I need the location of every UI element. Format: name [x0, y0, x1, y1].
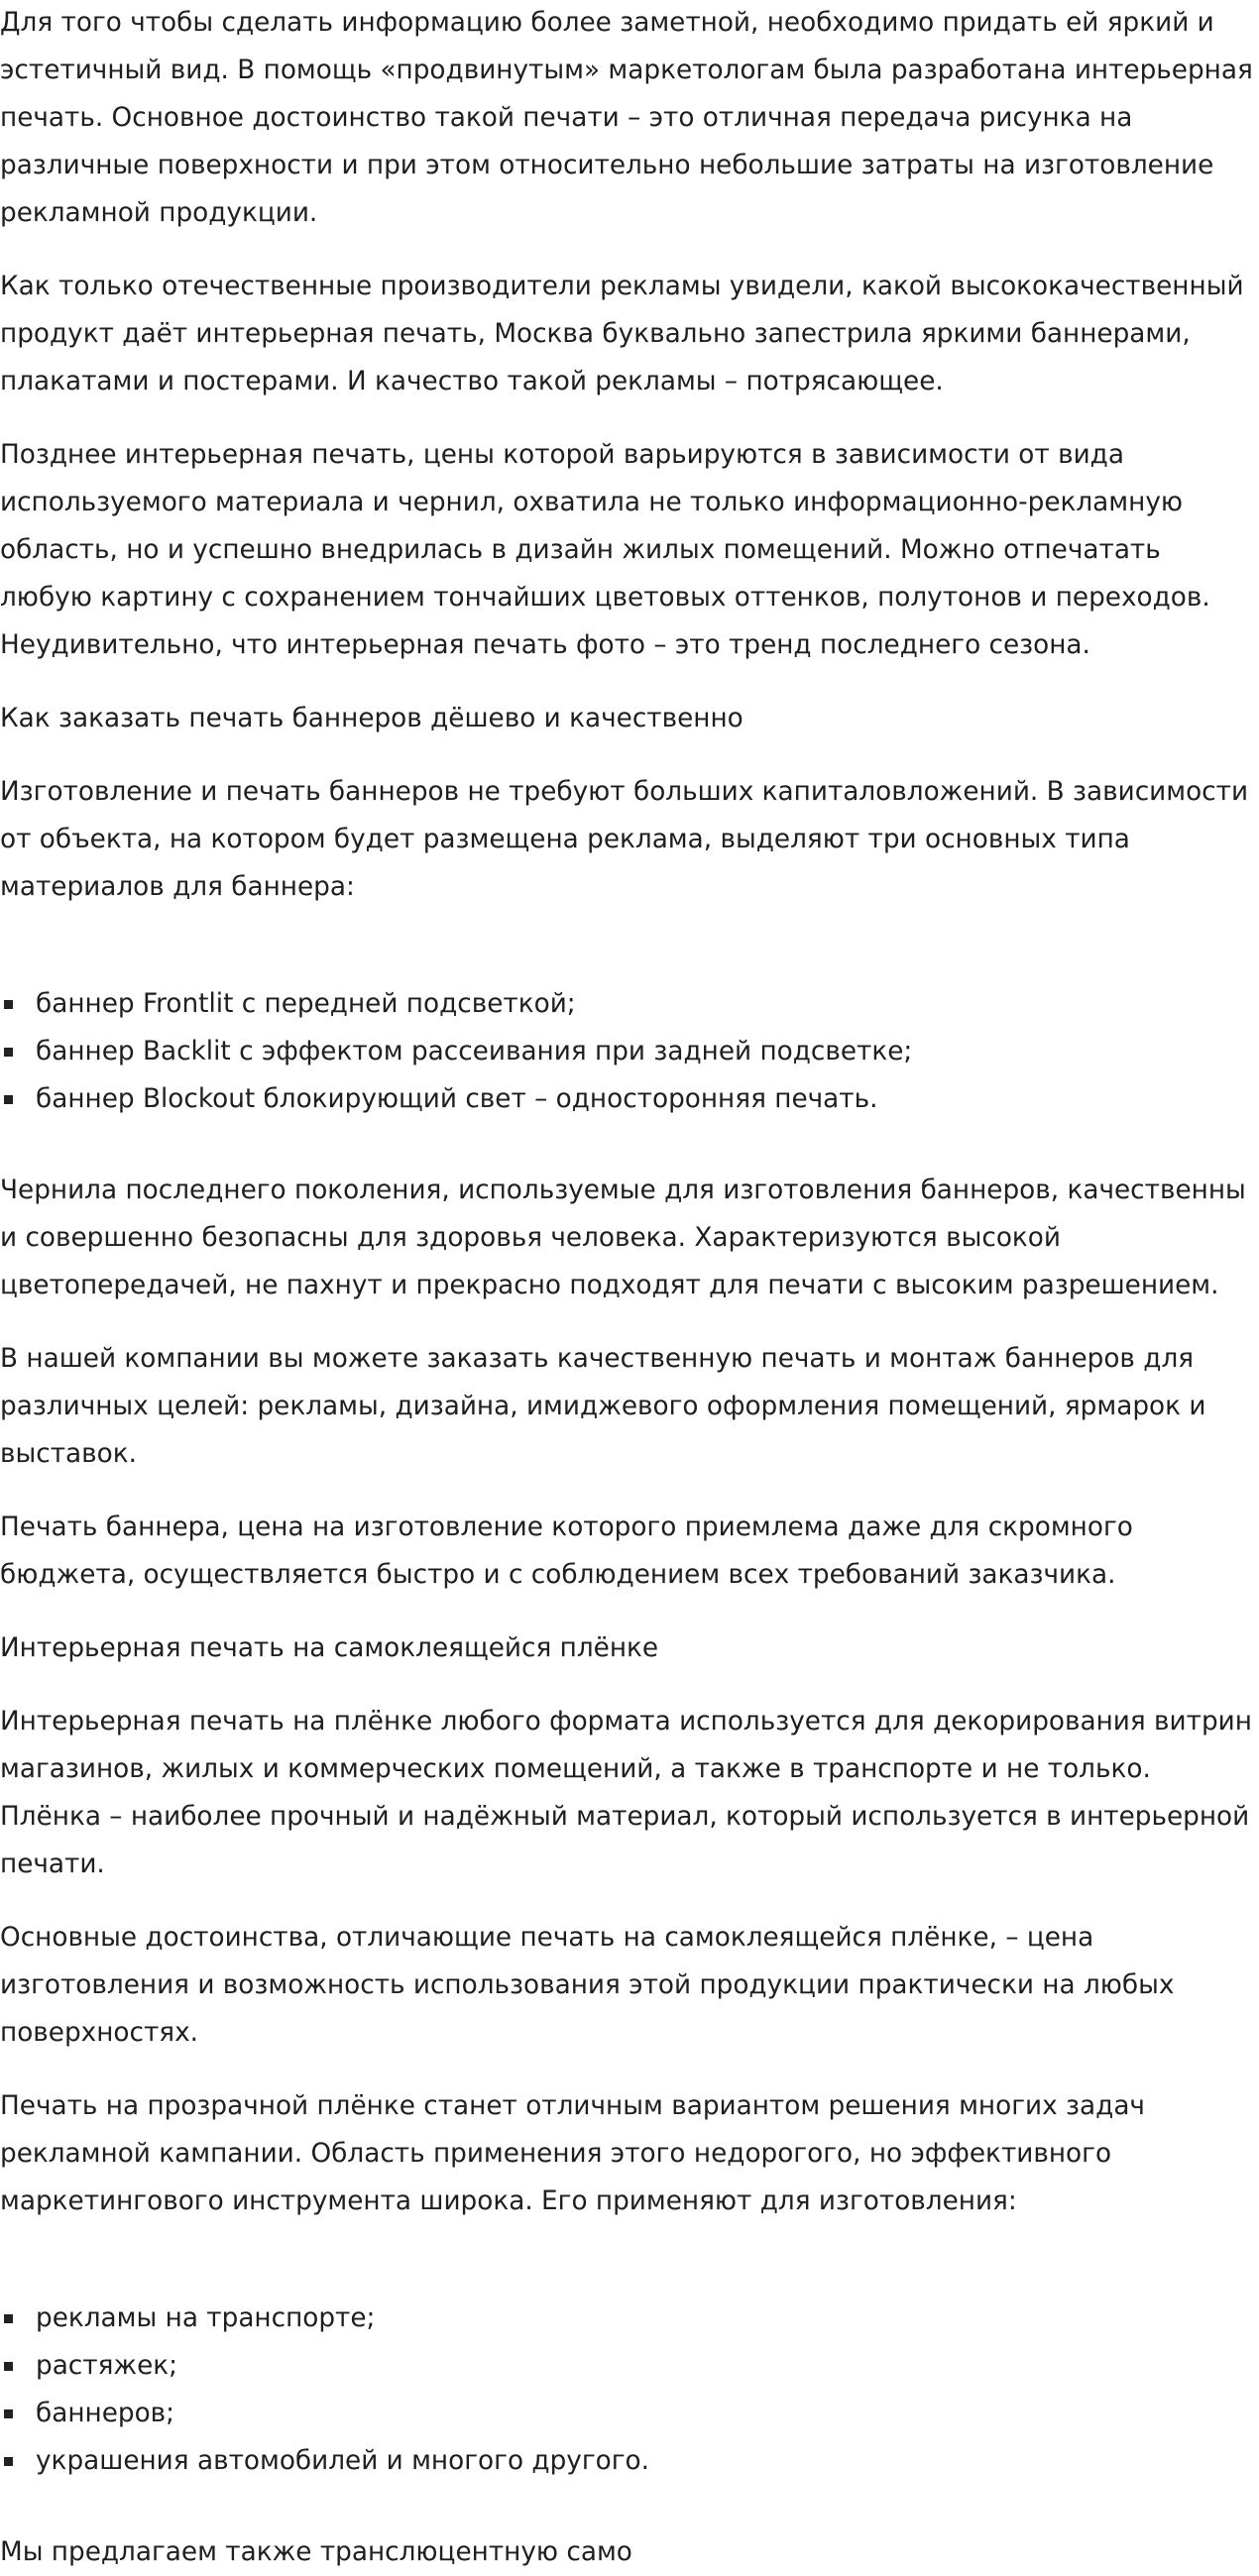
list-item: баннер Blockout блокирующий свет – односторонняя печать.: [0, 1075, 1259, 1123]
subheading-self-adhesive-film: Интерьерная печать на самоклеящейся плёнке: [0, 1633, 659, 1663]
paragraph-film-usage: Интерьерная печать на плёнке любого формата используется для декорирования витрин магазинов, жилых и коммерческих помещений, а также в транспорте и не только. Плёнка – наиболее прочный и надёжный материал, который используется в интерьерной печати.: [0, 1707, 1252, 1879]
paragraph-intro: Для того чтобы сделать информацию более заметной, необходимо придать ей яркий и эстетичный вид. В помощь «продвинутым» маркетологам была разработана интерьерная печать. Основное достоинство такой печати – это отличная передача рисунка на различные поверхности и при этом относительно небольшие затраты на изготовление рекламной продукции.: [0, 8, 1253, 228]
paragraph-banner-price: Печать баннера, цена на изготовление которого приемлема даже для скромного бюджета, осуществляется быстро и с соблюдением всех требований заказчика.: [0, 1512, 1133, 1590]
paragraph-company-offer: В нашей компании вы можете заказать качественную печать и монтаж баннеров для различных целей: рекламы, дизайна, имиджевого оформления помещений, ярмарок и выставок.: [0, 1344, 1206, 1469]
list-item: рекламы на транспорте;: [0, 2295, 1259, 2342]
paragraph-film-advantages: Основные достоинства, отличающие печать на самоклеящейся плёнке, – цена изготовления и возможность использования этой продукции практически на любых поверхностях.: [0, 1923, 1175, 2048]
paragraph-inks: Чернила последнего поколения, используемые для изготовления баннеров, качественны и совершенно безопасны для здоровья человека. Характеризуются высокой цветопередачей, не пахнут и прекрасно подходят для печати с высоким разрешением.: [0, 1176, 1246, 1300]
list-item: баннер Frontlit с передней подсветкой;: [0, 980, 1259, 1028]
paragraph-interior-design: Позднее интерьерная печать, цены которой варьируются в зависимости от вида используемого материала и чернил, охватила не только информационно-рекламную область, но и успешно внедрилась в дизайн жилых помещений. Можно отпечатать любую картину с сохранением тончайших цветовых оттенков, полутонов и переходов. Неудивительно, что интерьерная печать фото – это тренд последнего сезона.: [0, 440, 1210, 660]
paragraph-moscow-banners: Как только отечественные производители рекламы увидели, какой высококачественный продукт даёт интерьерная печать, Москва буквально запестрила яркими баннерами, плакатами и постерами. И качество такой рекламы – потрясающее.: [0, 272, 1244, 396]
banner-types-list: [0, 937, 1259, 1167]
paragraph-translucent: Мы предлагаем также транслюцентную само: [0, 2537, 632, 2567]
subheading-order-banners: Как заказать печать баннеров дёшево и качественно: [0, 704, 744, 733]
paragraph-transparent-film: Печать на прозрачной плёнке станет отличным вариантом решения многих задач рекламной кампании. Область применения этого недорогого, но эффективного маркетингового инструмента широка. Его применяют для изготовления:: [0, 2091, 1145, 2216]
list-item: украшения автомобилей и многого другого.: [0, 2437, 1259, 2485]
film-uses-list: [0, 2251, 1259, 2528]
paragraph-banner-materials: Изготовление и печать баннеров не требуют больших капиталовложений. В зависимости от объекта, на котором будет размещена реклама, выделяют три основных типа материалов для баннера:: [0, 777, 1249, 902]
list-item: баннеров;: [0, 2390, 1259, 2437]
list-item: баннер Backlit с эффектом рассеивания при задней подсветке;: [0, 1028, 1259, 1075]
list-item: растяжек;: [0, 2342, 1259, 2390]
